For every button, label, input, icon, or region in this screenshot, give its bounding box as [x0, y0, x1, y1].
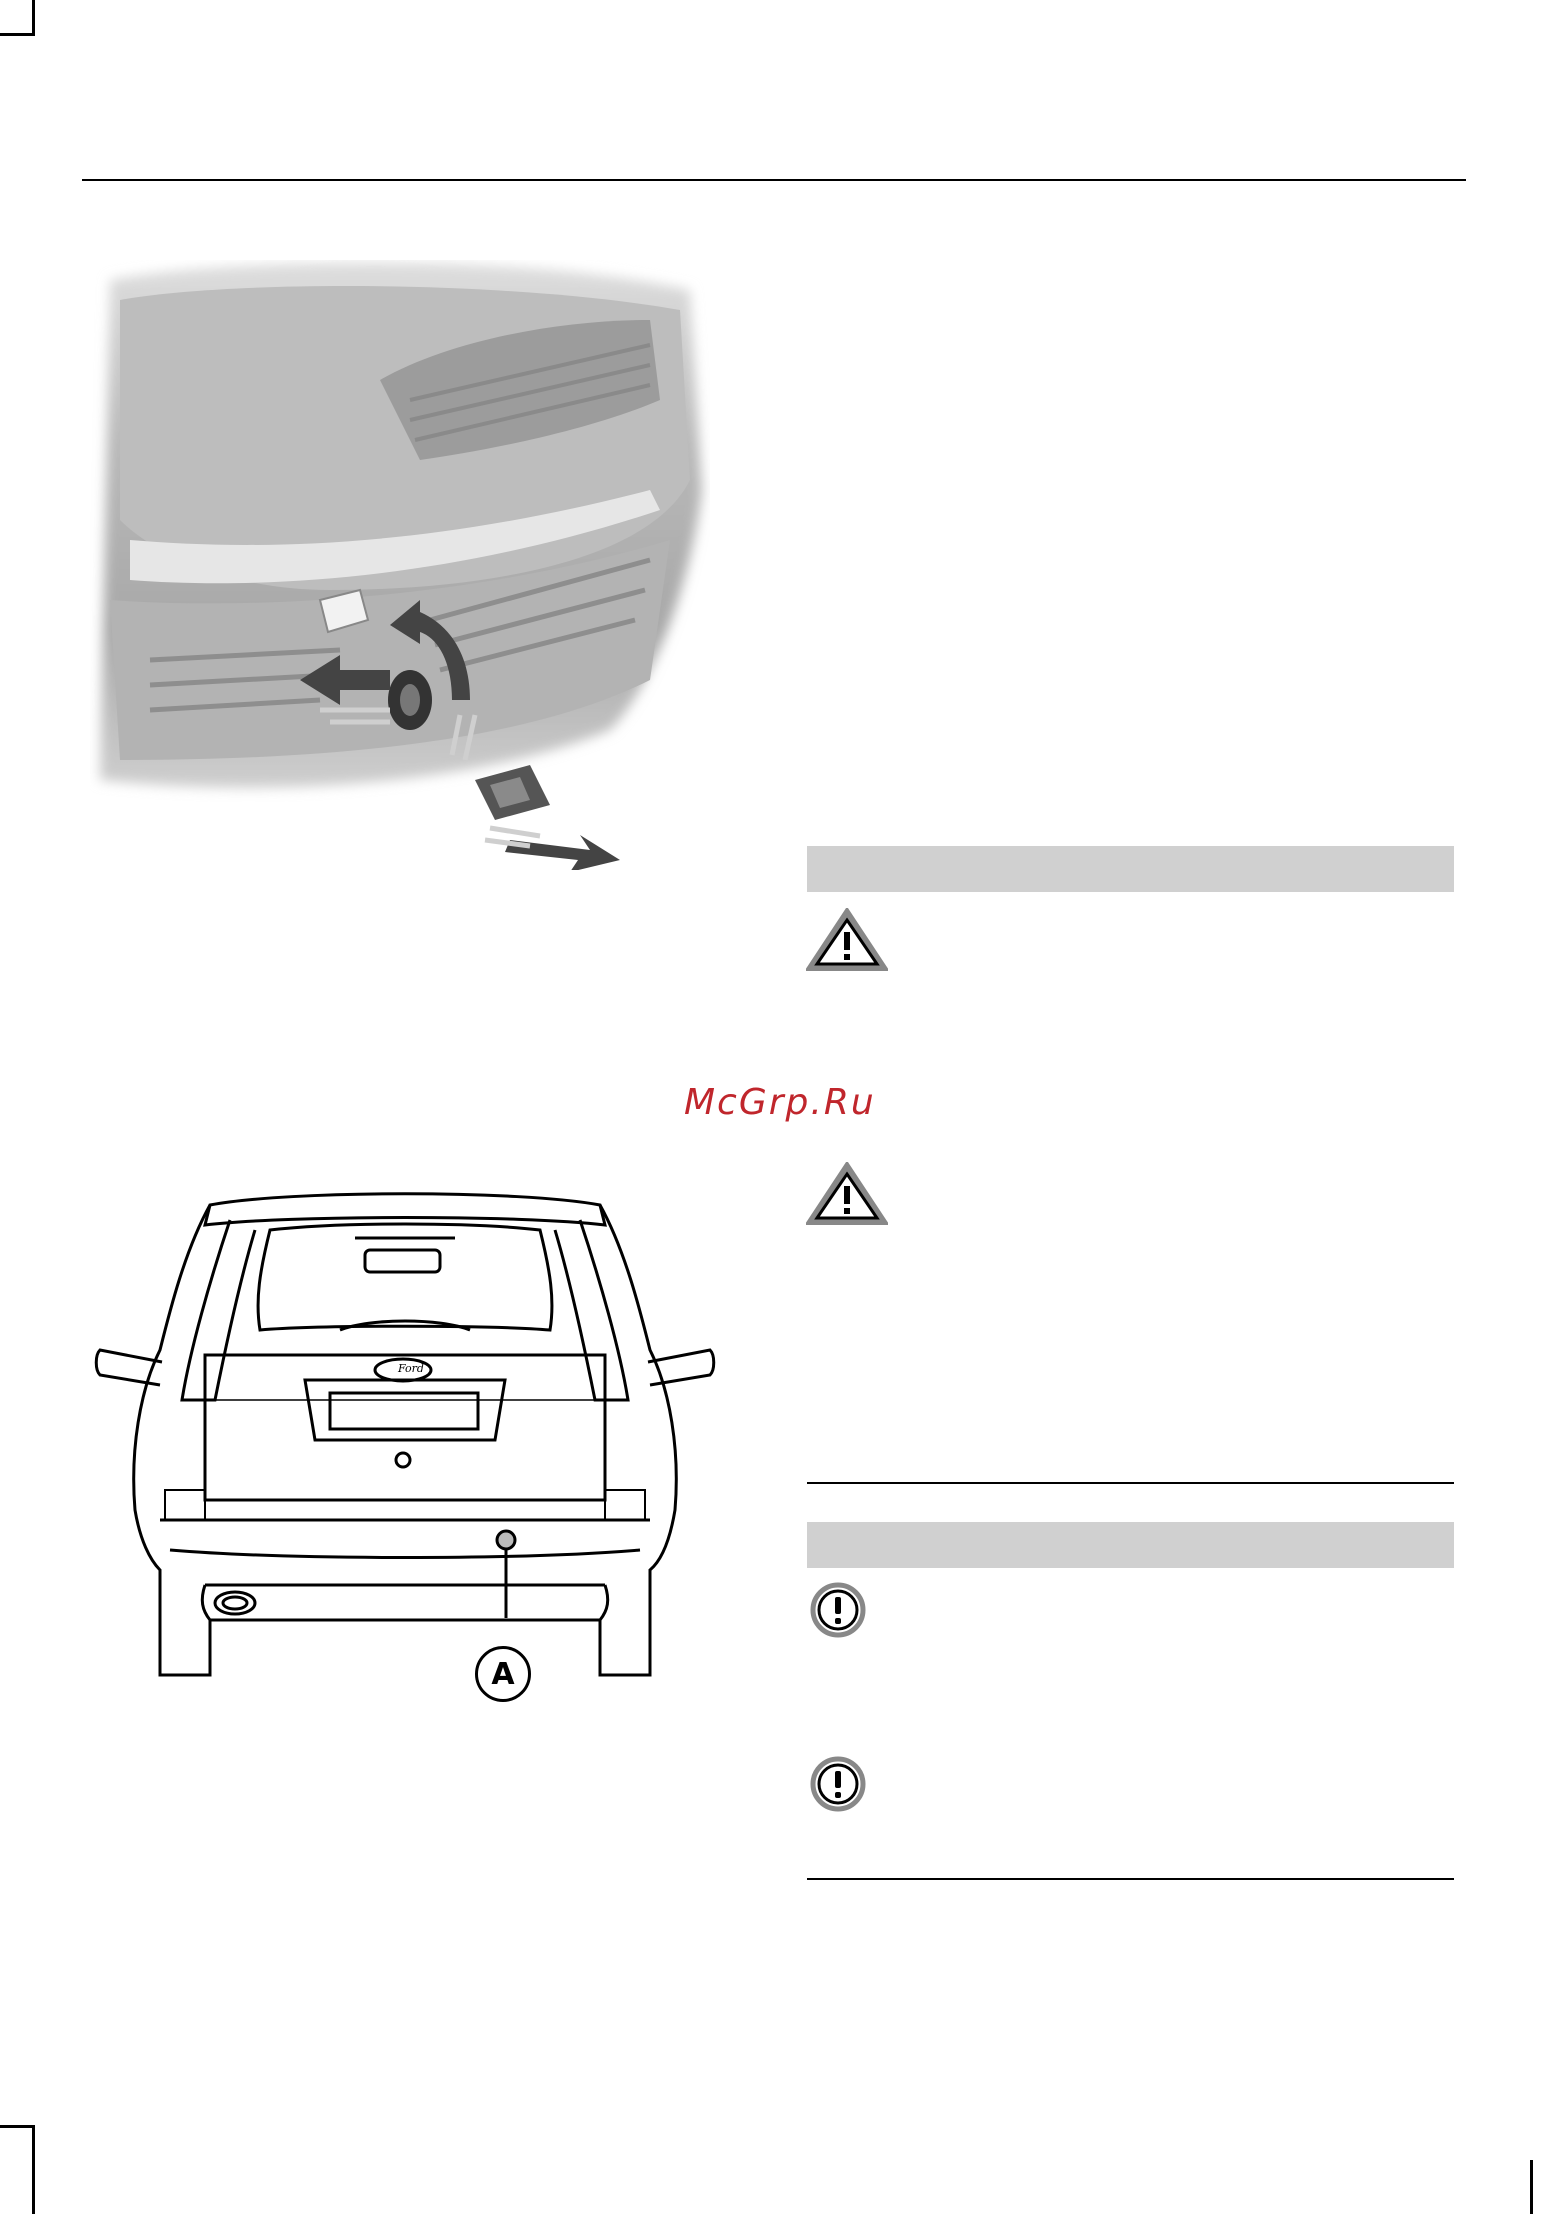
callout-a — [475, 1646, 531, 1702]
section-heading-bar — [807, 846, 1454, 892]
crop-mark-bottom-right-v — [1530, 2160, 1533, 2214]
crop-mark-bottom-left-h — [0, 2125, 35, 2128]
caution-circle-icon — [808, 1756, 872, 1812]
warning-triangle-icon — [806, 1162, 888, 1226]
crop-mark-top-left-h — [0, 33, 35, 36]
crop-mark-bottom-left-v — [32, 2125, 35, 2214]
crop-mark-top-left-v — [32, 0, 35, 36]
watermark: McGrp.Ru — [684, 1082, 876, 1123]
section-heading-bar — [807, 1522, 1454, 1568]
warning-triangle-icon — [806, 908, 888, 972]
rear-car-line-drawing — [90, 1190, 720, 1710]
towing-eye-illustration — [90, 260, 710, 870]
caution-circle-icon — [808, 1582, 872, 1638]
header-rule — [82, 179, 1466, 181]
callout-a-label: A — [491, 1656, 515, 1692]
section-rule — [807, 1482, 1454, 1484]
section-rule — [807, 1878, 1454, 1880]
ford-badge-text: Ford — [398, 1362, 424, 1375]
